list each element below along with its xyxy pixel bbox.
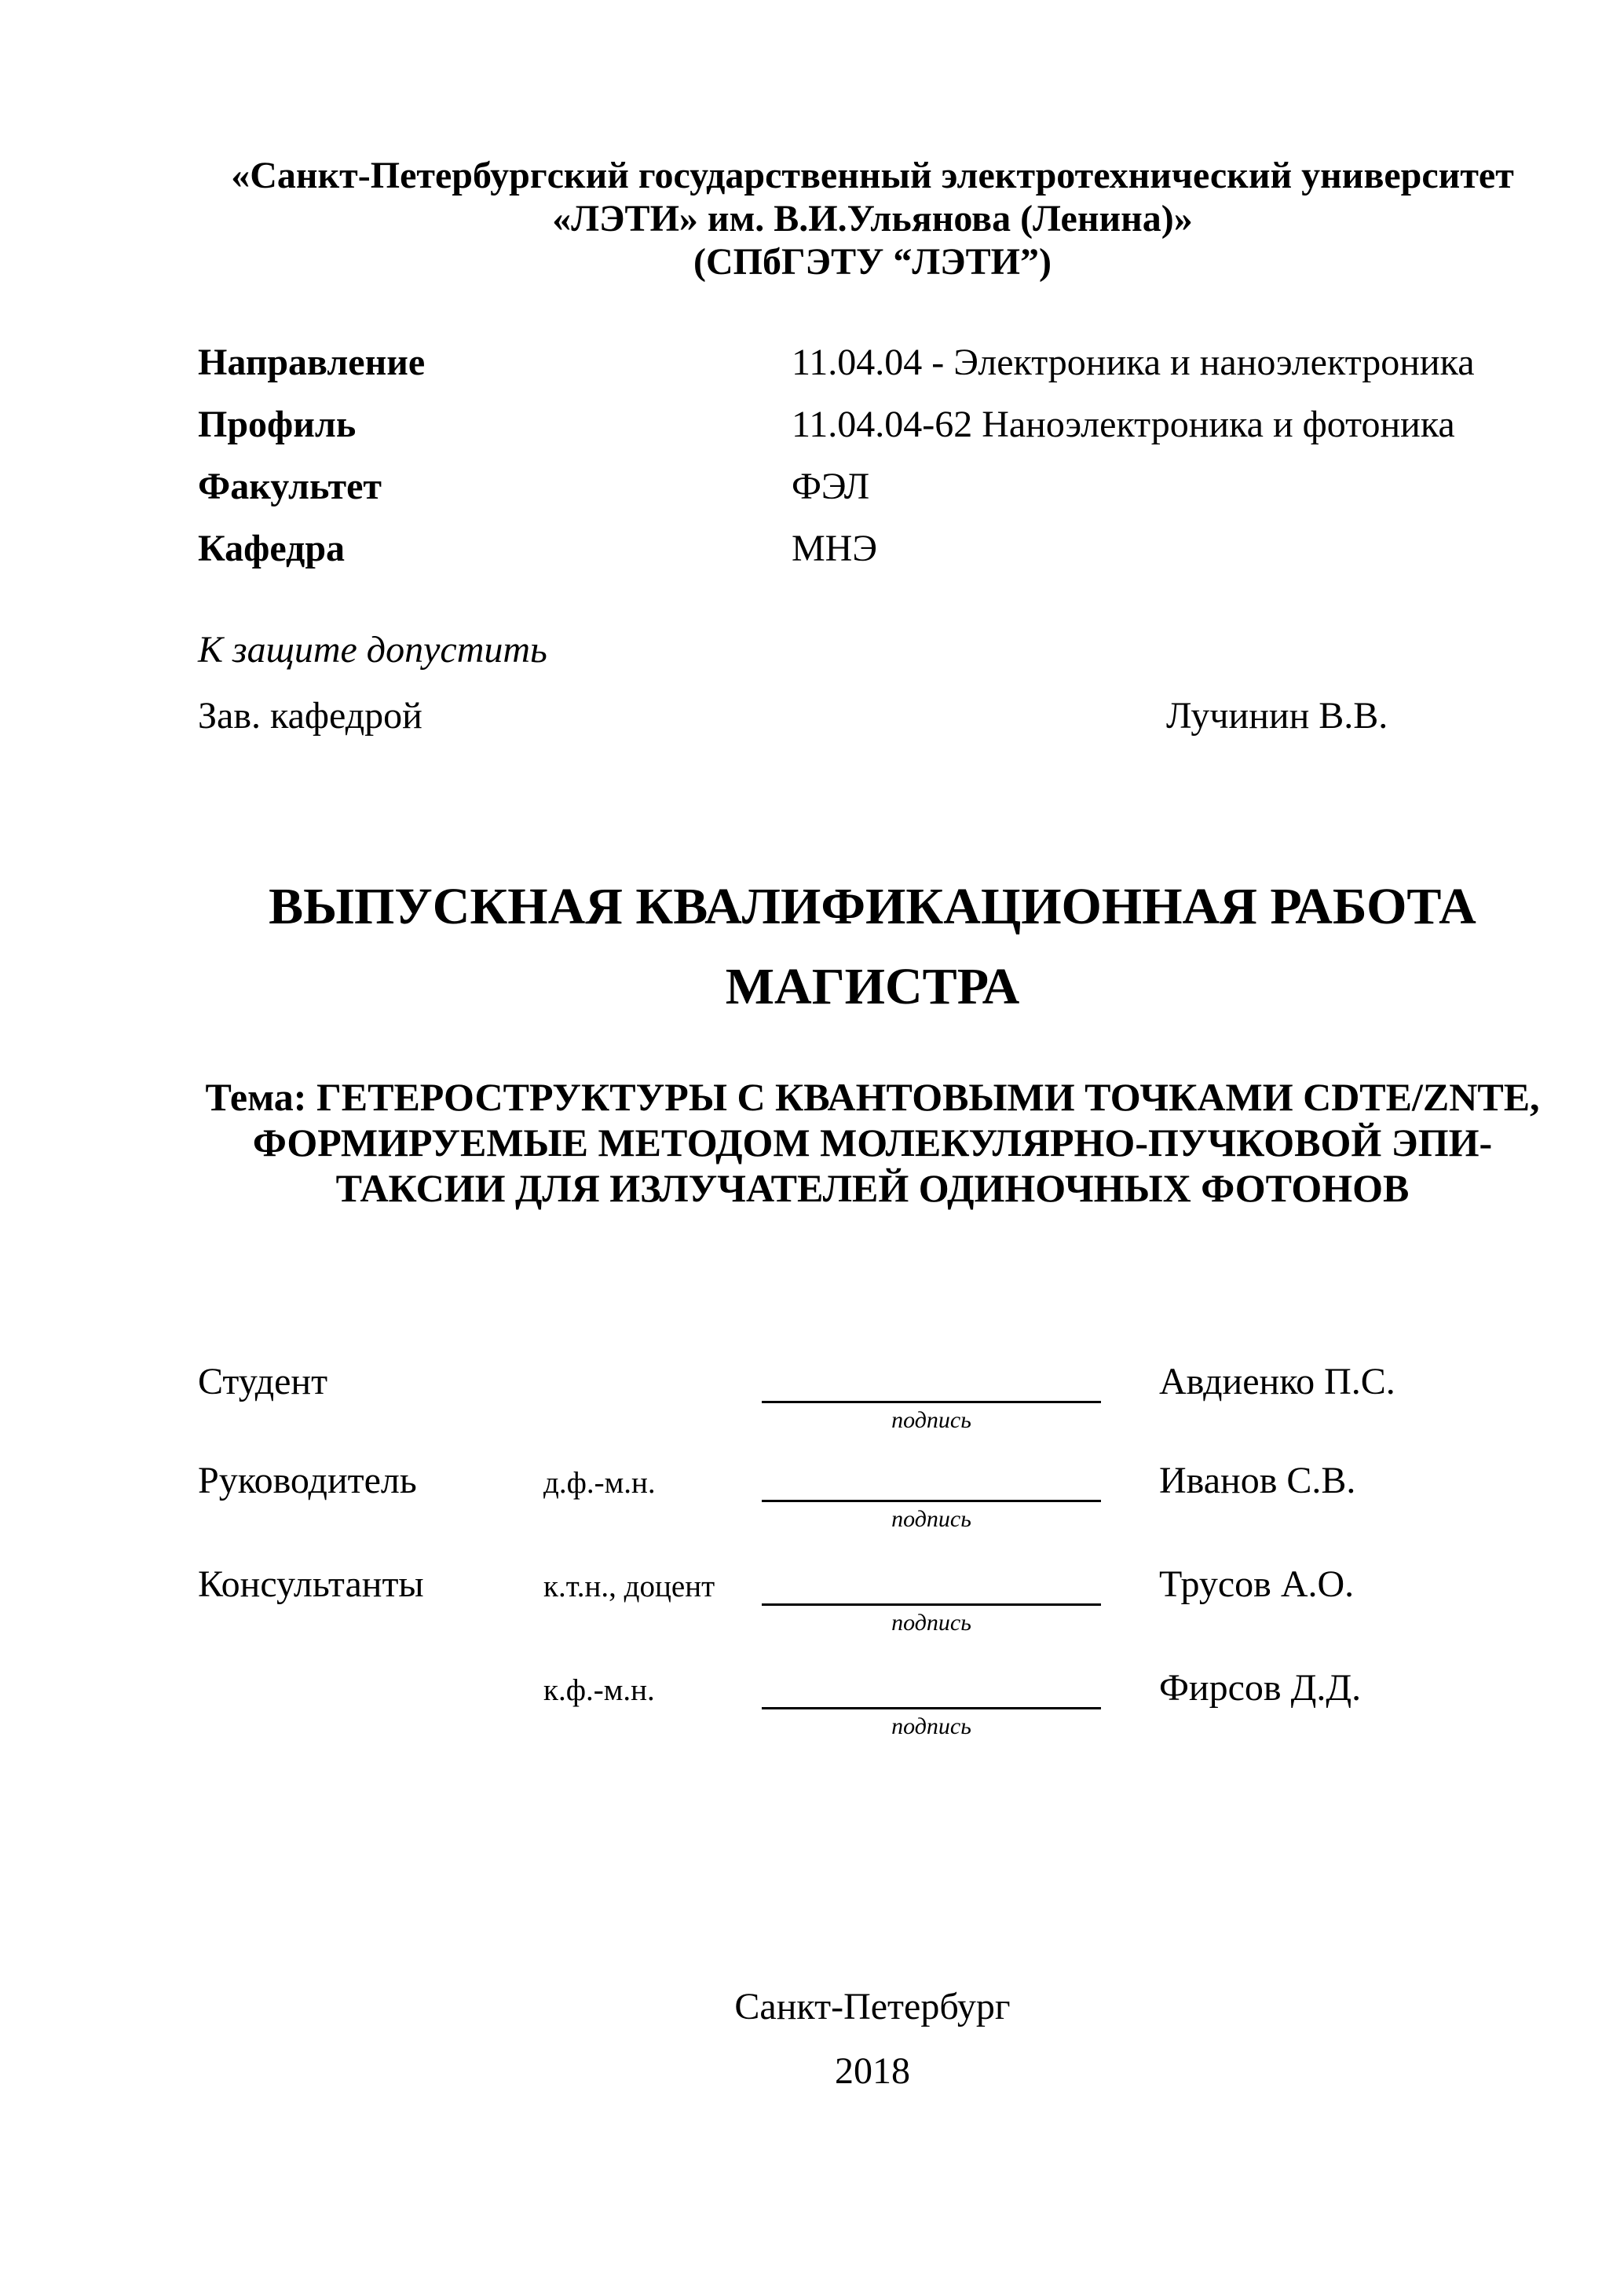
supervisor-signature-line <box>762 1459 1101 1502</box>
profile-value: 11.04.04-62 Наноэлектроника и фотоника <box>792 404 1455 445</box>
detail-row-profile <box>198 403 1547 465</box>
detail-row-direction <box>198 341 1547 403</box>
supervisor-degree: д.ф.-м.н. <box>543 1466 656 1500</box>
supervisor-role-label: Руководитель <box>198 1460 417 1501</box>
signature-row-supervisor <box>198 1459 1547 1547</box>
year-line: 2018 <box>835 2050 910 2092</box>
student-signature-caption: подпись <box>891 1407 971 1433</box>
consultant-1-signature-caption: подпись <box>891 1610 971 1636</box>
theme-line-2: ФОРМИРУЕМЫЕ МЕТОДОМ МОЛЕКУЛЯРНО-ПУЧКОВОЙ ЭПИ- <box>252 1121 1493 1164</box>
city-line: Санкт-Петербург <box>734 1986 1011 2027</box>
theme-line-3: ТАКСИИ ДЛЯ ИЗЛУЧАТЕЛЕЙ ОДИНОЧНЫХ ФОТОНОВ <box>335 1166 1410 1210</box>
detail-row-department <box>198 527 1547 589</box>
student-name: Авдиенко П.С. <box>1159 1361 1395 1402</box>
department-head-row <box>198 694 1547 741</box>
university-header <box>198 154 1547 283</box>
signature-row-consultant-2 <box>198 1666 1547 1754</box>
thesis-title <box>198 867 1547 1027</box>
department-head-name: Лучинин В.В. <box>1166 695 1388 737</box>
consultant-1-signature-line <box>762 1563 1101 1606</box>
consultant-1-name: Трусов А.О. <box>1159 1563 1355 1605</box>
signature-row-student <box>198 1360 1547 1448</box>
program-details <box>198 341 1547 589</box>
department-value: МНЭ <box>792 528 878 569</box>
university-name-line-1: «Санкт-Петербургский государственный электротехнический университет <box>231 155 1514 196</box>
direction-label: Направление <box>198 342 426 383</box>
faculty-label: Факультет <box>198 466 382 507</box>
student-signature-line <box>762 1360 1101 1403</box>
supervisor-name: Иванов С.В. <box>1159 1460 1356 1501</box>
detail-row-faculty <box>198 465 1547 527</box>
admit-to-defense-line: К защите допустить <box>198 629 547 671</box>
direction-value: 11.04.04 - Электроника и наноэлектроника <box>792 342 1475 383</box>
student-role-label: Студент <box>198 1361 328 1402</box>
theme-line-1: Тема: ГЕТЕРОСТРУКТУРЫ С КВАНТОВЫМИ ТОЧКАМИ CDTE/ZNTE, <box>205 1075 1540 1119</box>
consultant-2-signature-line <box>762 1666 1101 1709</box>
faculty-value: ФЭЛ <box>792 466 870 507</box>
thesis-title-line-1: ВЫПУСКНАЯ КВАЛИФИКАЦИОННАЯ РАБОТА <box>269 878 1476 935</box>
thesis-theme <box>198 1074 1547 1211</box>
profile-label: Профиль <box>198 404 357 445</box>
consultant-2-degree: к.ф.-м.н. <box>543 1673 655 1707</box>
department-head-label: Зав. кафедрой <box>198 695 422 737</box>
university-name-line-2: «ЛЭТИ» им. В.И.Ульянова (Ленина)» <box>552 198 1193 239</box>
department-label: Кафедра <box>198 528 346 569</box>
consultant-2-signature-caption: подпись <box>891 1713 971 1739</box>
consultant-1-degree: к.т.н., доцент <box>543 1570 715 1603</box>
thesis-title-line-2: МАГИСТРА <box>725 958 1020 1015</box>
supervisor-signature-caption: подпись <box>891 1506 971 1532</box>
consultant-2-name: Фирсов Д.Д. <box>1159 1667 1362 1709</box>
university-abbreviation: (СПбГЭТУ “ЛЭТИ”) <box>693 241 1052 283</box>
consultants-role-label: Консультанты <box>198 1563 424 1605</box>
signature-row-consultant-1 <box>198 1563 1547 1651</box>
